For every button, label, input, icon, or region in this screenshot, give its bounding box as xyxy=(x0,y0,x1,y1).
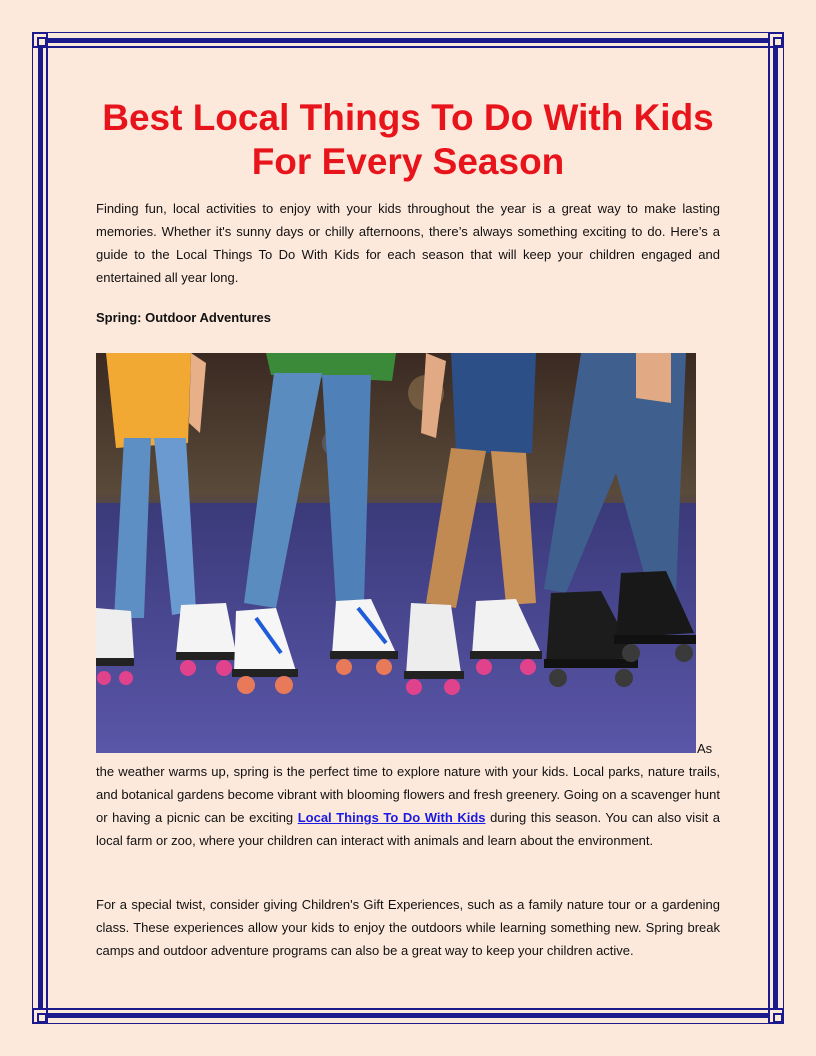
border-corner-top-right xyxy=(768,32,784,48)
gift-experiences-paragraph: For a special twist, consider giving Children's Gift Experiences, such as a family nature tour or a gardening class. These experiences allow your kids to enjoy the outdoors while learning something new. Spring break camps and outdoor adventure programs can also be a great way to keep your children active. xyxy=(96,897,720,958)
roller-skates-photo xyxy=(96,353,696,753)
border-corner-bottom-left xyxy=(32,1008,48,1024)
spring-paragraph-text-b: during this season. You can also visit a local farm or zoo, where your children can interact with animals and learn about the environment. xyxy=(96,810,720,848)
paragraph-start-word: As xyxy=(697,741,713,756)
intro-paragraph: Finding fun, local activities to enjoy with your kids throughout the year is a great way to make lasting memories. Whether it's sunny days or chilly afternoons, there’s always something exciting to do. Here’s a guide to the Local Things To Do With Kids for each season that will keep your children engaged and entertained all year long. xyxy=(96,201,720,285)
section-heading: Spring: Outdoor Adventures xyxy=(96,310,272,325)
title-line-2: For Every Season xyxy=(251,141,565,182)
border-corner-bottom-right xyxy=(768,1008,784,1024)
page-title xyxy=(56,96,760,184)
spring-paragraph-text-a: the weather warms up, spring is the perfect time to explore nature with your kids. Local parks, nature trails, and botanical gardens become vibrant with blooming flowers and fresh greenery. Going on a scavenger hunt or having a picnic can be exciting xyxy=(96,764,720,825)
spring-paragraph xyxy=(96,760,720,852)
title-line-1: Best Local Things To Do With Kids xyxy=(102,97,714,138)
local-things-link[interactable]: Local Things To Do With Kids xyxy=(297,810,486,825)
border-corner-top-left xyxy=(32,32,48,48)
